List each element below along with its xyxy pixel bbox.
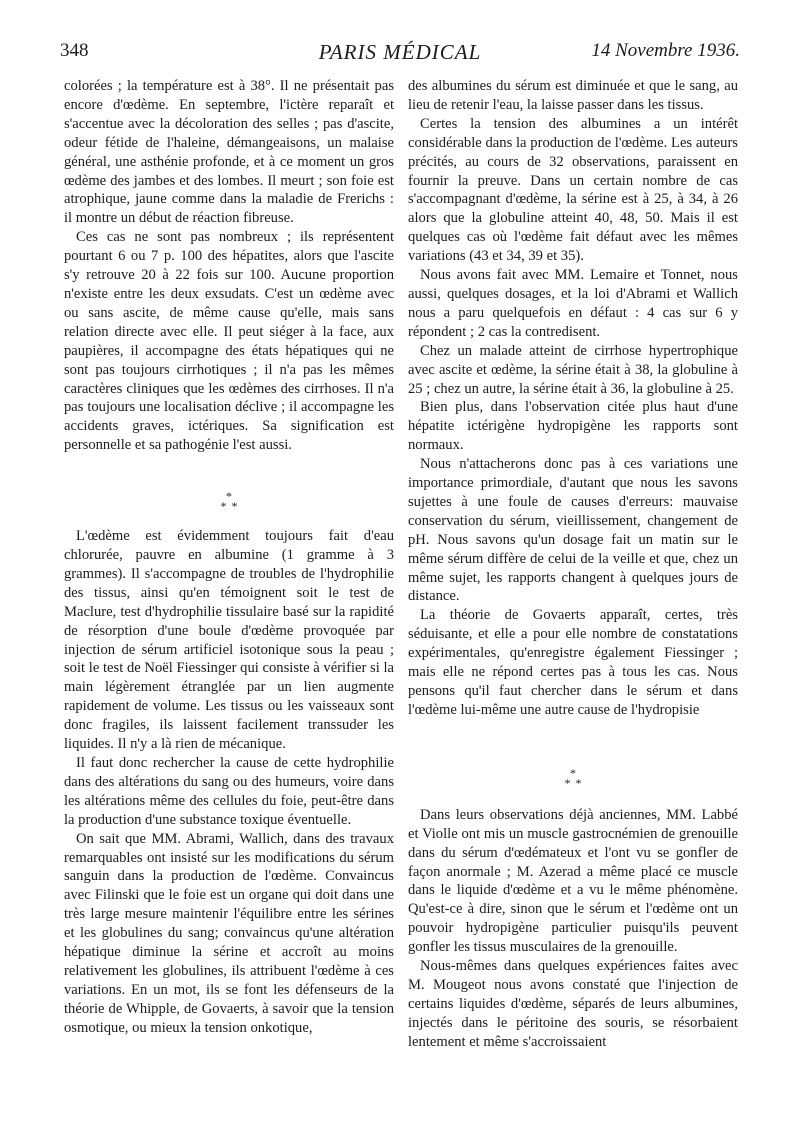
paragraph: Ces cas ne sont pas nombreux ; ils représentent pourtant 6 ou 7 p. 100 des hépatites, alors que l'ascite s'y retrouve 20 à 22 fois sur 100. Aucune proportion n'existe entre les deux exsudats. C'est un œdème avec ou sans ascite, de même cause qu'elle, mais sans relation directe avec elle. Il peut siéger à la face, aux paupières, il accompagne des états hépatiques qui ne sont pas toujours cirrhotiques ; il n'a pas les mêmes caractères cliniques que les œdèmes des cirrhoses. Il n'a pas toujours une localisation déclive ; il accompagne les accidents graves, ictériques. Sa signification est personnelle et sa pathogénie l'est aussi.: [64, 229, 394, 454]
right-column: [408, 77, 738, 1052]
left-column: [64, 77, 394, 1038]
paragraph: Dans leurs observations déjà anciennes, MM. Labbé et Violle ont mis un muscle gastrocnémien de grenouille dans du sérum d'œdémateux et l'ont vu se gonfler de façon anormale ; M. Azerad a même placé ce muscle dans le liquide d'œdème et a vu le même phénomène. Qu'est-ce à dire, sinon que le sérum et l'œdème ont un pouvoir hydropigène particulier puisqu'ils peuvent gonfler les tissus musculaires de la grenouille.: [408, 806, 738, 956]
paragraph: Bien plus, dans l'observation citée plus haut d'une hépatite ictérigène hydropigène les rapports sont normaux.: [408, 399, 738, 454]
paragraph: colorées ; la température est à 38°. Il ne présentait pas encore d'œdème. En septembre, l'ictère reparaît et s'accentue avec la décoloration des selles ; pas d'ascite, odeur fétide de l'haleine, démangeaisons, un malaise général, une asthénie profonde, et à ce moment un gros œdème des jambes et des lombes. Il meurt ; son foie est atrophique, jaune comme dans la maladie de Frerichs : il montre un début de réaction fibreuse.: [64, 78, 394, 227]
asterism-bottom: **: [220, 499, 243, 514]
paragraph: L'œdème est évidemment toujours fait d'eau chlorurée, pauvre en albumine (1 gramme à 3 grammes). Il s'accompagne de troubles de l'hydrophilie des tissus, ainsi qu'en témoignent soit le test de Maclure, test d'hydrophilie tissulaire basé sur la rapidité de résorption d'une boule d'œdème provoquée par injection de sérum artificiel isotonique sous la peau ; soit le test de Noël Fiessinger qui consiste à vérifier si la main légèrement étranglée par un lien augmente rapidement de volume. Les tissus ou les vaisseaux sont donc fragiles, ils laissent facilement transsuder les liquides. Il n'y a là rien de mécanique.: [64, 528, 394, 753]
issue-date: 14 Novembre 1936.: [591, 40, 740, 61]
journal-title: PARIS MÉDICAL: [318, 40, 482, 64]
asterism-top: *: [570, 765, 576, 780]
asterism-bottom: **: [564, 775, 587, 790]
paragraph: Nous n'attacherons donc pas à ces variations une importance primordiale, d'autant que nous les savons sujettes à une foule de causes d'erreurs: mauvaise conservation du sérum, vieillissement, changement de pH. Nous savons qu'un dosage fait un matin sur le même sérum diffère de celui de la veille et que, chez un même sujet, les rapports changent à quelques jours de distance.: [408, 456, 738, 605]
page-number: 348: [60, 40, 89, 61]
section-asterism: [408, 765, 738, 790]
running-header: [60, 40, 740, 68]
paragraph: Certes la tension des albumines a un intérêt considérable dans la production de l'œdème. Les auteurs précités, au cours de 32 observations, paraissent en fournir la preuve. Dans un certain nombre de cas s'accompagnant d'œdème, la sérine est à 25, à 34, à 26 alors que la globuline atteint 40, 48, 50. Mais il est quelques cas où l'œdème fait défaut avec les mêmes variations (43 et 34, 39 et 35).: [408, 115, 738, 265]
asterism-top: *: [226, 489, 232, 504]
paragraph: Nous-mêmes dans quelques expériences faites avec M. Mougeot nous avons constaté que l'injection de certains liquides d'œdème, séparés de leurs albumines, injectés dans le péritoine des souris, se résorbaient lentement et même s'accroissaient: [408, 958, 738, 1050]
paragraph: Chez un malade atteint de cirrhose hypertrophique avec ascite et œdème, la sérine était à 38, la globuline à 25 ; chez un autre, la sérine était à 36, la globuline à 25.: [408, 342, 738, 397]
paragraph: des albumines du sérum est diminuée et que le sang, au lieu de retenir l'eau, la laisse passer dans les tissus.: [408, 78, 738, 113]
paragraph: La théorie de Govaerts apparaît, certes, très séduisante, et elle a pour elle nombre de constatations expérimentales, qu'enregistre également Fiessinger ; mais elle ne répond certes pas à tous les cas. Nous pensons qu'il faut chercher dans le sérum et dans l'œdème lui-même une autre cause de l'hydropisie: [408, 607, 738, 718]
paragraph: Il faut donc rechercher la cause de cette hydrophilie dans des altérations du sang ou des humeurs, voire dans les altérations même des cellules du foie, peut-être dans la production d'une substance toxique éventuelle.: [64, 755, 394, 828]
section-asterism: [64, 489, 394, 514]
paragraph: Nous avons fait avec MM. Lemaire et Tonnet, nous aussi, quelques dosages, et la loi d'Abrami et Wallich nous a paru quelquefois en défaut : 4 cas sur 6 y répondent ; 2 cas la contredisent.: [408, 267, 738, 340]
paragraph: On sait que MM. Abrami, Wallich, dans des travaux remarquables ont insisté sur les modifications du sérum sanguin dans la production de l'œdème. Convaincus avec Filinski que le foie est un organe qui doit dans une très large mesure maintenir l'équilibre entre les sérines et les globulines du sang; convaincus qu'une altération hépatique diminue la sérine et accroît au moins relativement les globulines, ils attribuent l'œdème à ces variations. En un mot, ils se font les défenseurs de la théorie de Whipple, de Govaerts, à savoir que la tension osmotique, ou mieux la tension onkotique,: [64, 830, 394, 1036]
